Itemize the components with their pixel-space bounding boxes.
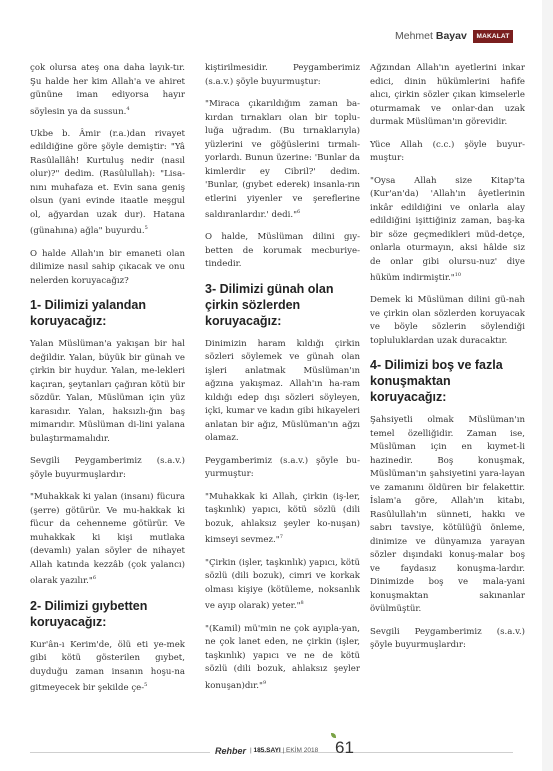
- author-first-name: Mehmet: [395, 30, 433, 42]
- paragraph: "Oysa Allah size Kitap'ta (Kur'an'da) 'Allah'ın âyetlerinin inkâr edildiğini ve onlarla alay edildiğini işittiğiniz zaman, baş-ka bir söze geçmedikleri müd-detçe, onlarla oturmayın, aksi hâlde siz de onlar gibi olursu-nuz' diye hüküm indirmiştir."$^{10}$: [370, 175, 525, 283]
- section-heading: 1- Dilimizi yalandan koruyacağız:: [30, 298, 147, 329]
- footnote-ref: 4: [126, 105, 130, 112]
- section-heading: 4- Dilimizi boş ve fazla konuşmaktan koruyacağız:: [370, 358, 503, 405]
- footnote-ref: 6: [92, 575, 97, 582]
- column-3: [370, 62, 525, 662]
- column-1: [30, 62, 185, 704]
- section-badge: MAKALAT: [473, 30, 513, 43]
- magazine-logo: Rehber: [215, 746, 247, 756]
- paragraph: çok olursa ateş ona daha layık-tır. Şu halde her kim Allah'a ve ahiret gününe iman ediyorsa hayır söylesin ya da sussun.$^4$: [30, 63, 185, 117]
- paragraph: Demek ki Müslüman dilini gü-nah ve çirkin olan sözlerden koruyacak ve böyle sözlerin söylendiği topluluklardan uzak duracaktır.: [370, 295, 525, 346]
- paragraph: kiştirilmesidir. Peygamberimiz (s.a.v.) şöyle buyurmuştur:: [205, 63, 360, 87]
- section-heading: 2- Dilimizi gıybetten koruyacağız:: [30, 598, 148, 629]
- paragraph: Peygamberimiz (s.a.v.) şöyle bu-yurmuştur:: [205, 455, 360, 480]
- paragraph: Şahsiyetli olmak Müslüman'ın temel özelliğidir. Zaman ise, Müslüman için en kıymet-li hazinedir. Boş konuşmak, Müslüman'ın şahsiyetini yara-layan ve zamanını öldüren bir felakettir. İslam'a göre, Allah'ın kitabı, Rasûlullah'ın sünneti, hakkı ve sabrı tavsiye, kötülüğü önleme, dinimize ve dünyamıza yarayan sözler dışındaki konuş-malar boş ve faydasız konuşma-lardır. Dinimizde boş ve mala-yani konuşmaktan sakınanlar övülmüştür.: [370, 415, 525, 615]
- header-author: [395, 30, 467, 42]
- issue-date: EKİM 2018: [286, 747, 319, 754]
- paragraph: Dinimizin haram kıldığı çirkin sözleri söylemek ve günah olan işleri anlatmak Müslüman'ın ağzına yakışmaz. Allah'ın ha-ram kıldığı edep dışı sözleri söyleyen, içki, kumar ve kadın gibi hikayeleri anlatan bir ağız, Müslüman'ın ağzı olamaz.: [205, 338, 360, 444]
- paragraph: Sevgili Peygamberimiz (s.a.v.) şöyle buyurmuşlardır:: [30, 456, 185, 480]
- paragraph: Sevgili Peygamberimiz (s.a.v.) şöyle buyurmuşlardır:: [370, 626, 525, 651]
- column-2: [205, 62, 360, 702]
- paragraph: "Miraca çıkarıldığım zaman ba-kırdan tırnakları olan bir toplu-luğa uğradım. (Bu tırnaklarıyla) yüzlerini ve göğüslerini tırmalı-yorlardı. Bunun üzerine: 'Bunlar da kimlerdir ey Cibril?' dedim. 'Bunlar, (gıybet ederek) insanla-rın etlerini yiyenler ve şereflerine saldıranlardır.' dedi."$^6$: [205, 99, 360, 220]
- footnote-ref: 8: [300, 600, 304, 607]
- paragraph: "Çirkin (işler, taşkınlık) yapıcı, kötü sözlü (dili bozuk), cimri ve korkak olması kişiye (kötüleme, noksanlık ve ayıp olarak) yeter."$^8$: [205, 557, 360, 612]
- footnote-ref: 7: [279, 534, 283, 541]
- paragraph: "(Kamil) mü'min ne çok ayıpla-yan, ne çok lanet eden, ne çirkin (işler, taşkınlık) yapıcı ve ne de kötü sözlü (dili bozuk, ahlaksız şeyler konuşan)dır."$^9$: [205, 623, 360, 691]
- footnote-ref: 10: [454, 272, 462, 278]
- issue-number: 185.SAYI: [253, 747, 281, 754]
- issue-info: | 185.SAYI | EKİM 2018: [250, 747, 319, 754]
- footnote-ref: 9: [262, 679, 267, 686]
- page-number: 61: [335, 738, 354, 757]
- side-strip: [542, 0, 553, 771]
- paragraph: O halde Allah'ın bir emaneti olan dilimize nasıl sahip çıkacak ve onu nelerden koruyacağız?: [30, 248, 185, 286]
- paragraph: O halde, Müslüman dilini gıy-betten de korumak mecburiye-tindedir.: [205, 232, 360, 270]
- paragraph: Kur'ân-ı Kerim'de, ölü eti ye-mek gibi kötü gösterilen gıybet, duyduğu zaman insanın hoşu-na gitmeyecek bir şekilde çe-$^5$: [30, 639, 185, 693]
- paragraph: "Muhakkak ki Allah, çirkin (iş-ler, taşkınlık) yapıcı, kötü sözlü (dili bozuk, ahlaksız şeyler ko-nuşan) kimseyi sevmez."$^7$: [205, 491, 360, 546]
- paragraph: Ukbe b. Âmir (r.a.)dan rivayet edildiğine göre şöyle demiştir: "Yâ Rasûlallâh! Kurtuluş nedir (nasıl olur)?" dedim. (Rasûlullah): "Lisa-nını muhafaza et. Evin sana geniş olsun (yani evinde itaatle meşgul ol, ağyardan uzak dur). Hatana (günahına) ağla" buyurdu.$^5$: [30, 128, 185, 237]
- paragraph: Yüce Allah (c.c.) şöyle buyur-muştur:: [370, 139, 525, 163]
- footer-divider: [30, 752, 210, 753]
- footnote-ref: 6: [297, 209, 301, 215]
- section-heading: 3- Dilimizi günah olan çirkin sözlerden koruyacağız:: [205, 281, 334, 328]
- paragraph: "Muhakkak ki yalan (insanı) fücura (şerre) götürür. Ve mu-hakkak ki fücur da cehenneme götürür. Ve muhakkak ki kişi mutlaka (devamlı) yalan söyler de nihayet Allah katında kezzâb (çok yalancı) olarak yazılır."$^6$: [30, 492, 185, 587]
- paragraph: Ağzından Allah'ın ayetlerini inkar edici, dinin hükümlerini hafife alıcı, çirkin sözler çıkan kimselerle oturmamak ve onlar-dan uzak durmak Müslüman'ın görevidir.: [370, 63, 525, 127]
- paragraph: Yalan Müslüman'a yakışan bir hal değildir. Yalan, büyük bir günah ve çirkin bir huydur. Yalan, me-lekleri kaçıran, şeytanları çağıran kötü bir sözdür. Yalan, Müslüman için yüz karasıdır. Yalan, haksızlı-ğın baş mimarıdır. Müslüman di-lini yalana bulaştırmamalıdır.: [30, 339, 185, 444]
- footnote-ref: 5: [144, 225, 148, 232]
- footnote-ref: 5: [144, 682, 148, 689]
- author-last-name: Bayav: [435, 30, 467, 42]
